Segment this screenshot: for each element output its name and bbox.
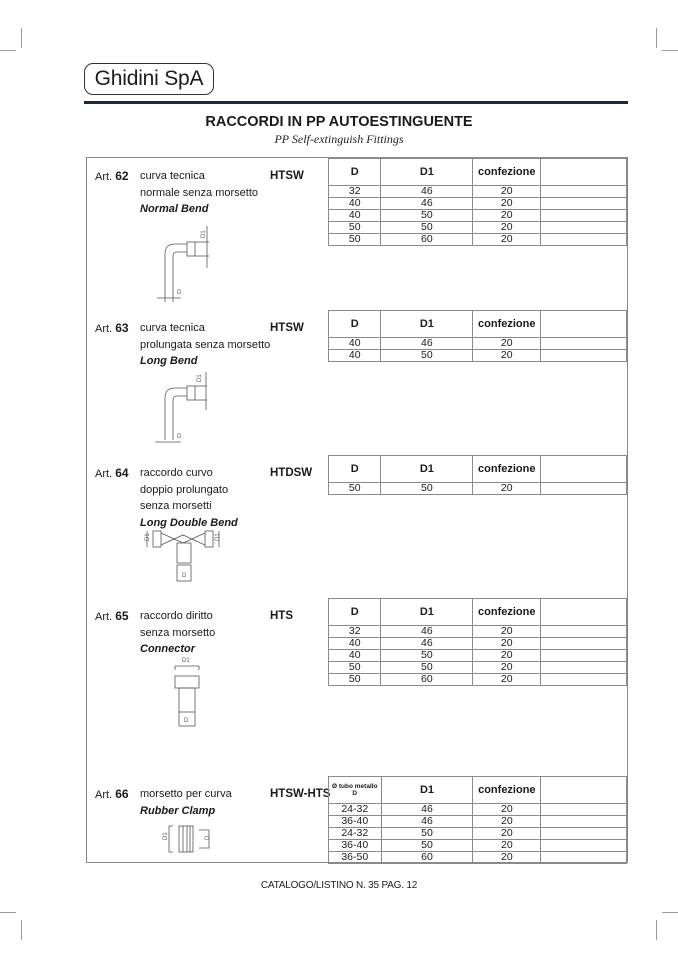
crop-mark: [0, 50, 16, 51]
spec-table: [328, 158, 627, 246]
description-line: raccordo curvo: [140, 467, 213, 479]
english-name: Long Double Bend: [140, 516, 238, 529]
svg-text:D1: D1: [163, 832, 169, 840]
crop-mark: [656, 28, 657, 48]
description-line: prolungata senza morsetto: [140, 338, 271, 351]
description-line: senza morsetti: [140, 500, 212, 512]
table-row: 24-32 46 20: [329, 804, 627, 816]
crop-mark: [656, 920, 657, 940]
crop-mark: [662, 912, 678, 913]
spec-table: D D1 confezione 50 50 20: [328, 455, 627, 495]
col-header-d: D: [329, 159, 381, 186]
normal-bend-drawing: [147, 226, 227, 306]
col-header-d1: D1: [381, 159, 473, 186]
svg-text:D: D: [177, 434, 182, 440]
table-row: 40 46 20: [329, 198, 627, 210]
crop-mark: [21, 28, 22, 48]
description-line: senza morsetto: [140, 626, 216, 639]
table-row: 50 60 20: [329, 234, 627, 246]
svg-text:D: D: [182, 573, 187, 579]
svg-text:D1: D1: [215, 533, 221, 541]
svg-text:D: D: [177, 290, 182, 296]
table-row: 40 46 20: [329, 638, 627, 650]
table-row: 40 46 20: [329, 338, 627, 350]
art-number: 62: [115, 169, 129, 183]
description-line: doppio prolungato: [140, 483, 229, 496]
svg-text:D: D: [205, 835, 211, 840]
description-line: normale senza morsetto: [140, 186, 258, 199]
description-line: curva tecnica: [140, 322, 205, 334]
company-logo: [84, 63, 214, 95]
page-title: RACCORDI IN PP AUTOESTINGUENTE: [205, 114, 473, 130]
spec-table: D D1 confezione 32 46 20 40 46 20 40 50 20 50 50 20 50 60 20: [328, 598, 627, 686]
logo-text: Ghidini SpA: [94, 67, 204, 90]
crop-mark: [0, 912, 16, 913]
english-name: Normal Bend: [140, 203, 209, 215]
description-line: curva tecnica: [140, 170, 205, 182]
product-code: HTSW-HTS: [270, 788, 331, 800]
table-row: 32 46 20: [329, 626, 627, 638]
table-row: 40 50 20: [329, 210, 627, 222]
col-header-empty: [541, 159, 627, 186]
english-name: Long Bend: [140, 355, 198, 367]
english-name: Connector: [140, 643, 195, 655]
product-code: HTSW: [270, 322, 304, 334]
svg-text:D1: D1: [145, 533, 151, 541]
product-code: HTS: [270, 610, 293, 622]
long-bend-drawing: [147, 372, 227, 452]
table-row: 24-32 50 20: [329, 828, 627, 840]
english-name: Rubber Clamp: [140, 804, 216, 817]
table-row: 36-50 60 20: [329, 852, 627, 864]
product-code: HTSW: [270, 170, 304, 182]
page-footer: CATALOGO/LISTINO N. 35 PAG. 12: [260, 880, 418, 891]
spec-table: Ø tubo metallo D D1 confezione 24-32 46 20 36-40 46 20 24-32 50 20 36-40 50 20 36-50 60 20: [328, 776, 627, 864]
header-rule: [84, 101, 628, 104]
table-row: 36-40 46 20: [329, 816, 627, 828]
table-row: 40 50 20: [329, 650, 627, 662]
col-header-pack: confezione: [473, 159, 541, 186]
table-row: 50 50 20: [329, 483, 627, 495]
table-row: 50 50 20: [329, 222, 627, 234]
crop-mark: [21, 920, 22, 940]
col-header-clamp-d: Ø tubo metallo D: [329, 777, 382, 804]
description-line: raccordo diritto: [140, 610, 213, 622]
svg-text:D1: D1: [201, 230, 207, 238]
art-number: 66: [115, 787, 129, 801]
art-prefix: Art.: [95, 171, 113, 183]
art-number: 64: [115, 466, 129, 480]
art-number: 63: [115, 321, 129, 335]
art-number: 65: [115, 609, 129, 623]
page-subtitle: PP Self-extinguish Fittings: [274, 132, 404, 146]
table-row: 40 50 20: [329, 350, 627, 362]
rubber-clamp-drawing: [157, 822, 227, 856]
description-line: morsetto per curva: [140, 788, 232, 800]
svg-text:D1: D1: [182, 658, 190, 664]
table-row: 36-40 50 20: [329, 840, 627, 852]
table-row: 50 60 20: [329, 674, 627, 686]
double-bend-drawing: [139, 525, 239, 585]
spec-table: D D1 confezione 40 46 20 40 50 20: [328, 310, 627, 362]
svg-text:D: D: [184, 718, 189, 724]
table-row: 32 46 20: [329, 186, 627, 198]
svg-text:D1: D1: [197, 374, 203, 382]
crop-mark: [662, 50, 678, 51]
catalog-frame: Art. 62 curva tecnica normale senza morsetto Normal Bend HTSW D1 D D D1 confezione 32 46 20 40 46 20 40 50 20 50 50 20 50 60 20 Art. 63 curva tecnica prolungata senza morsetto Long Bend HTSW D1 D D D1 confezione 40 46 20 40 50 20 Art. 64 raccordo curvo doppio prolungato senza morsetti Long Double Bend HTDSW D1 D1 D D D1 confezione 50 50 20 Art. 65 raccordo diritto senza morsetto Connector HTS D1 D D D1 confezione 32 46 20 40 46 20 40 50 20 50 50 20 50 60 20 Art. 66 morsetto per curva Rubber Clamp HTSW-HTS D1 D Ø tubo metallo D D1 confezione 24-32 46 20 36-40 46 20 24-32 50 20 36-40 50 20 36-50 60 20: [86, 157, 628, 863]
product-code: HTDSW: [270, 467, 313, 479]
connector-drawing: [171, 656, 211, 736]
table-row: 50 50 20: [329, 662, 627, 674]
